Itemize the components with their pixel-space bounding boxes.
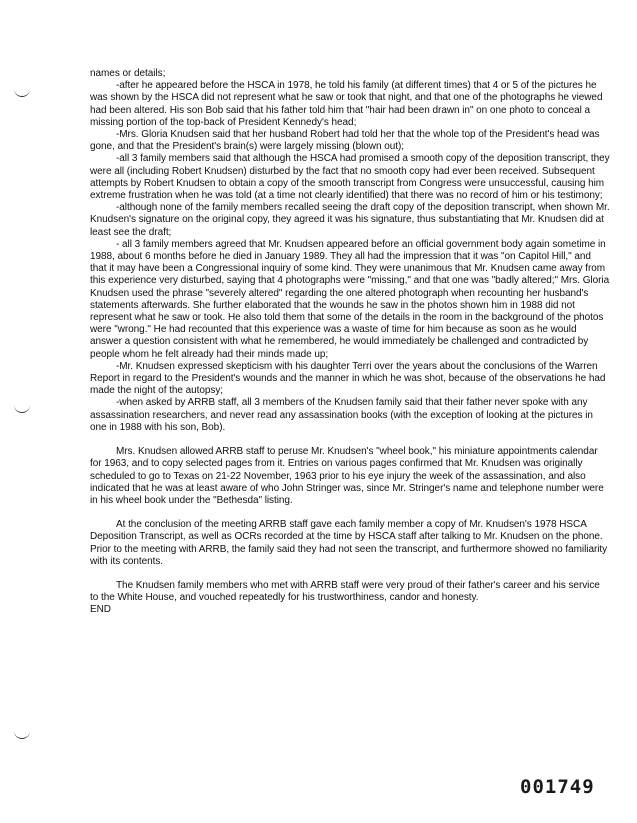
paragraph: Mrs. Knudsen allowed ARRB staff to peruse Mr. Knudsen's "wheel book," his miniature appointments calendar for 1963, and to copy selected pages from it. Entries on various pages confirmed that Mr. Knudsen was originally scheduled to go to Texas on 21-22 November, 1963 prior to his eye injury the week of the assassination, and also indicated that he was at least aware of who John Stringer was, since Mr. Stringer's name and telephone number were in his wheel book under the "Bethesda" listing. xyxy=(90,446,604,506)
paragraph: -after he appeared before the HSCA in 1978, he told his family (at different times) that 4 or 5 of the pictures he was shown by the HSCA did not represent what he saw or took that night, and that one of the photographs he viewed had been altered. His son Bob said that his father told him that "hair had been drawn in" on one photo to conceal a missing portion of the top-back of President Kennedy's head; xyxy=(90,80,603,128)
end-marker: END xyxy=(90,604,111,616)
paragraph: -although none of the family members recalled seeing the draft copy of the deposition transcript, when shown Mr. Knudsen's signature on the original copy, they agreed it was his signature, thus substantiating that Mr. Knudsen did at least see the draft; xyxy=(90,202,610,238)
binder-hole-mark xyxy=(14,86,30,97)
binder-hole-mark xyxy=(14,728,30,739)
paragraph: names or details; xyxy=(90,68,166,79)
document-body xyxy=(90,68,610,617)
binder-hole-mark xyxy=(14,402,30,413)
page-number-stamp: 001749 xyxy=(520,776,595,798)
paragraph: At the conclusion of the meeting ARRB staff gave each family member a copy of Mr. Knudsen's 1978 HSCA Deposition Transcript, as well as OCRs recorded at the time by HSCA staff after talking to Mr. Knudsen on the phone. Prior to the meeting with ARRB, the family said they had not seen the transcript, and furthermore showed no familiarity with its contents. xyxy=(90,519,608,567)
paragraph: The Knudsen family members who met with ARRB staff were very proud of their father's career and his service to the White House, and vouched repeatedly for his trustworthiness, candor and honesty. xyxy=(90,579,600,604)
paragraph: -all 3 family members said that although the HSCA had promised a smooth copy of the deposition transcript, they were all (including Robert Knudsen) disturbed by the fact that no smooth copy had ever been received. Subsequent attempts by Robert Knudsen to obtain a copy of the smooth transcript from Congress were unsuccessful, causing him extreme frustration when he was told (at a time not clearly identified) that there was no record of him or his testimony; xyxy=(90,153,610,202)
paragraph: -Mrs. Gloria Knudsen said that her husband Robert had told her that the whole top of the President's head was gone, and that the President's brain(s) were largely missing (blown out); xyxy=(90,129,600,153)
paragraph: -Mr. Knudsen expressed skepticism with his daughter Terri over the years about the conclusions of the Warren Report in regard to the President's wounds and the manner in which he was shot, because of the observations he had made the night of the autopsy; xyxy=(90,360,606,397)
paragraph: - all 3 family members agreed that Mr. Knudsen appeared before an official government body again sometime in 1988, about 6 months before he died in January 1989. They all had the impression that it was "on Capitol Hill," and that it may have been a Congressional inquiry of some kind. They were unanimous that Mr. Knudsen came away from this experience very disturbed, saying that 4 photographs were "missing," and that one was "badly altered;" Mrs. Gloria Knudsen used the phrase "severely altered" regarding the one altered photograph when recounting her husband's statements afterwards. She further elaborated that the wounds he saw in the photos shown him in 1988 did not represent what he saw or took. He also told them that some of the details in the room in the background of the photos were "wrong." He had recounted that this experience was a waste of time for him because as soon as he would answer a question consistent with what he remembered, he would immediately be challenged and contradicted by people whom he felt already had their minds made up; xyxy=(90,238,610,360)
paragraph: -when asked by ARRB staff, all 3 members of the Knudsen family said that their father never spoke with any assassination researchers, and never read any assassination books (with the exception of looking at the pictures in one in 1988 with his son, Bob). xyxy=(90,397,593,433)
